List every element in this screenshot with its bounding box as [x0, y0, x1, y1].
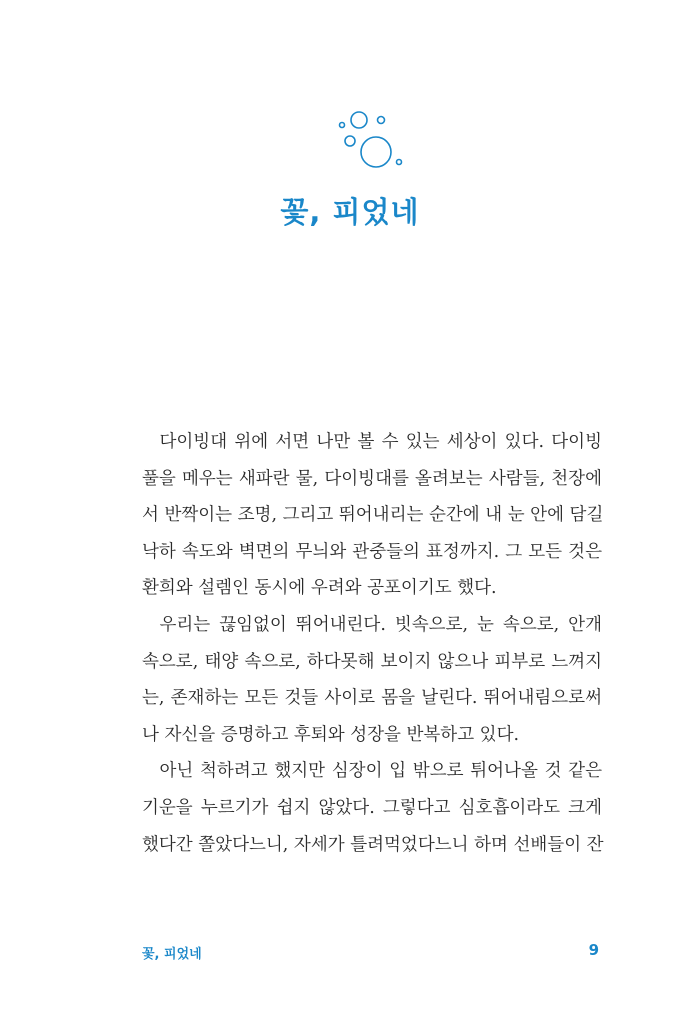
text-line: 아닌 척하려고 했지만 심장이 입 밖으로 튀어나올 것 같은: [159, 761, 602, 782]
running-footer-title: 꽃, 피었네: [142, 947, 202, 962]
body-text: [142, 424, 602, 863]
text-line: 풀을 메우는 새파란 물, 다이빙대를 올려보는 사람들, 천장에: [142, 468, 602, 489]
bubble-tiny-right: [397, 160, 402, 165]
bubble-large: [361, 137, 391, 167]
text-line: 속으로, 태양 속으로, 하다못해 보이지 않으나 피부로 느껴지: [142, 651, 602, 672]
bubble-tiny-left: [340, 123, 345, 128]
bubble-small-right: [378, 117, 385, 124]
text-line: 다이빙대 위에 서면 나만 볼 수 있는 세상이 있다. 다이빙: [159, 432, 602, 452]
text-line: 낙하 속도와 벽면의 무늬와 관중들의 표정까지. 그 모든 것은: [142, 541, 602, 562]
page-number: 9: [588, 941, 599, 959]
text-line: 했다간 쫄았다느니, 자세가 틀려먹었다느니 하며 선배들이 잔: [142, 834, 604, 855]
text-line: 우리는 끊임없이 뛰어내린다. 빗속으로, 눈 속으로, 안개: [159, 614, 602, 635]
text-line: 는, 존재하는 모든 것들 사이로 몸을 날린다. 뛰어내림으로써: [142, 688, 602, 709]
text-line: 기운을 누르기가 쉽지 않았다. 그렇다고 심호흡이라도 크게: [142, 797, 602, 818]
text-line: 환희와 설렘인 동시에 우려와 공포이기도 했다.: [142, 578, 497, 599]
text-line: 서 반짝이는 조명, 그리고 뛰어내리는 순간에 내 눈 안에 담길: [142, 505, 604, 526]
text-line: 나 자신을 증명하고 후퇴와 성장을 반복하고 있다.: [142, 724, 520, 745]
chapter-title: 꽃, 피었네: [280, 195, 420, 229]
bubble-medium: [351, 112, 367, 128]
bubbles-icon: [330, 108, 406, 172]
bubble-small-left: [345, 136, 355, 146]
bubbles-ornament: [330, 108, 406, 172]
